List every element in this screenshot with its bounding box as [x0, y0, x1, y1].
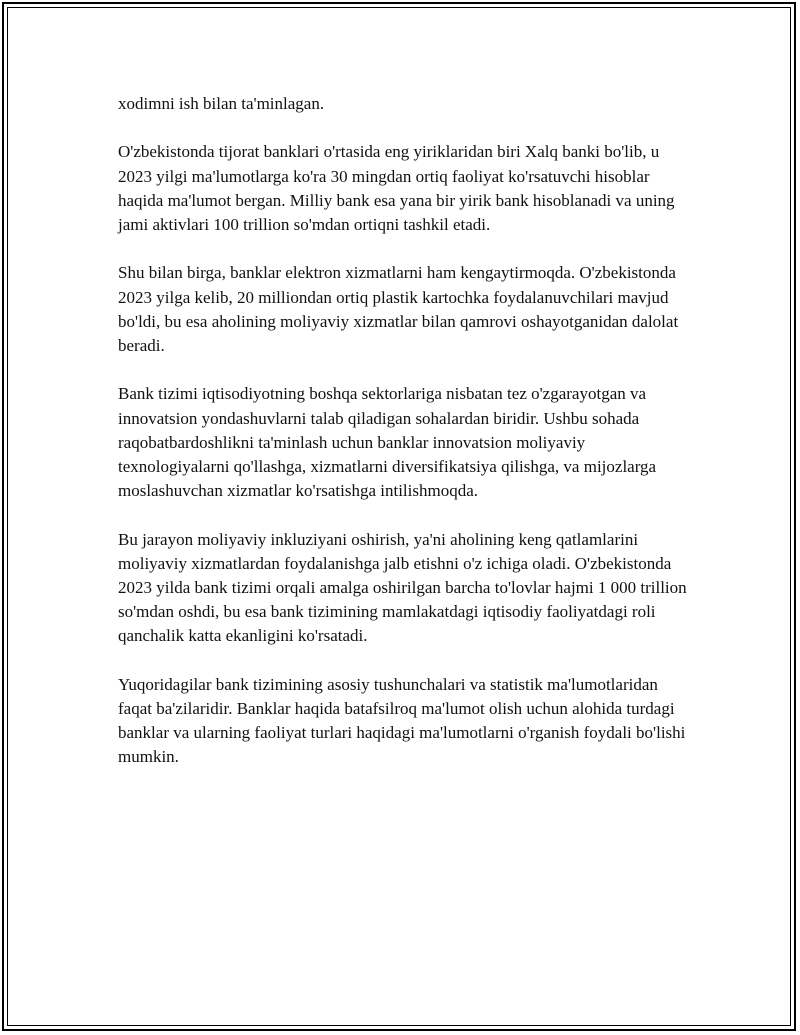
paragraph: O'zbekistonda tijorat banklari o'rtasida eng yiriklaridan biri Xalq banki bo'lib, u 2023 yilgi ma'lumotlarga ko'ra 30 mingdan ortiq faoliyat ko'rsatuvchi hisoblar haqida ma'lumot bergan. Milliy bank esa yana bir yirik bank hisoblanadi va uning jami aktivlari 100 trillion so'mdan ortiqni tashkil etadi. [118, 142, 675, 234]
paragraph: Shu bilan birga, banklar elektron xizmatlarni ham kengaytirmoqda. O'zbekistonda 2023 yilga kelib, 20 milliondan ortiq plastik kartochka foydalanuvchilari mavjud bo'ldi, bu esa aholining moliyaviy xizmatlar bilan qamrovi oshayotganidan dalolat beradi. [118, 263, 679, 355]
document-body [118, 92, 688, 794]
paragraph: Yuqoridagilar bank tizimining asosiy tushunchalari va statistik ma'lumotlaridan faqat ba'zilaridir. Banklar haqida batafsilroq ma'lumot olish uchun alohida turdagi banklar va ularning faoliyat turlari haqidagi ma'lumotlarni o'rganish foydali bo'lishi mumkin. [118, 674, 686, 767]
paragraph: Bank tizimi iqtisodiyotning boshqa sektorlariga nisbatan tez o'zgarayotgan va innovatsion yondashuvlarni talab qiladigan sohalardan biridir. Ushbu sohada raqobatbardoshlikni ta'minlash uchun banklar innovatsion moliyaviy texnologiyalarni qo'llashga, xizmatlarni diversifikatsiya qilishga, va mijozlarga moslashuvchan xizmatlar ko'rsatishga intilishmoqda. [118, 384, 657, 501]
paragraph: xodimni ish bilan ta'minlagan. [118, 94, 325, 113]
paragraph: Bu jarayon moliyaviy inkluziyani oshirish, ya'ni aholining keng qatlamlarini moliyaviy xizmatlardan foydalanishga jalb etishni o'z ichiga oladi. O'zbekistonda 2023 yilda bank tizimi orqali amalga oshirilgan barcha to'lovlar hajmi 1 000 trillion so'mdan oshdi, bu esa bank tizimining mamlakatdagi iqtisodiy faoliyatdagi roli qanchalik katta ekanligini ko'rsatadi. [118, 529, 687, 646]
